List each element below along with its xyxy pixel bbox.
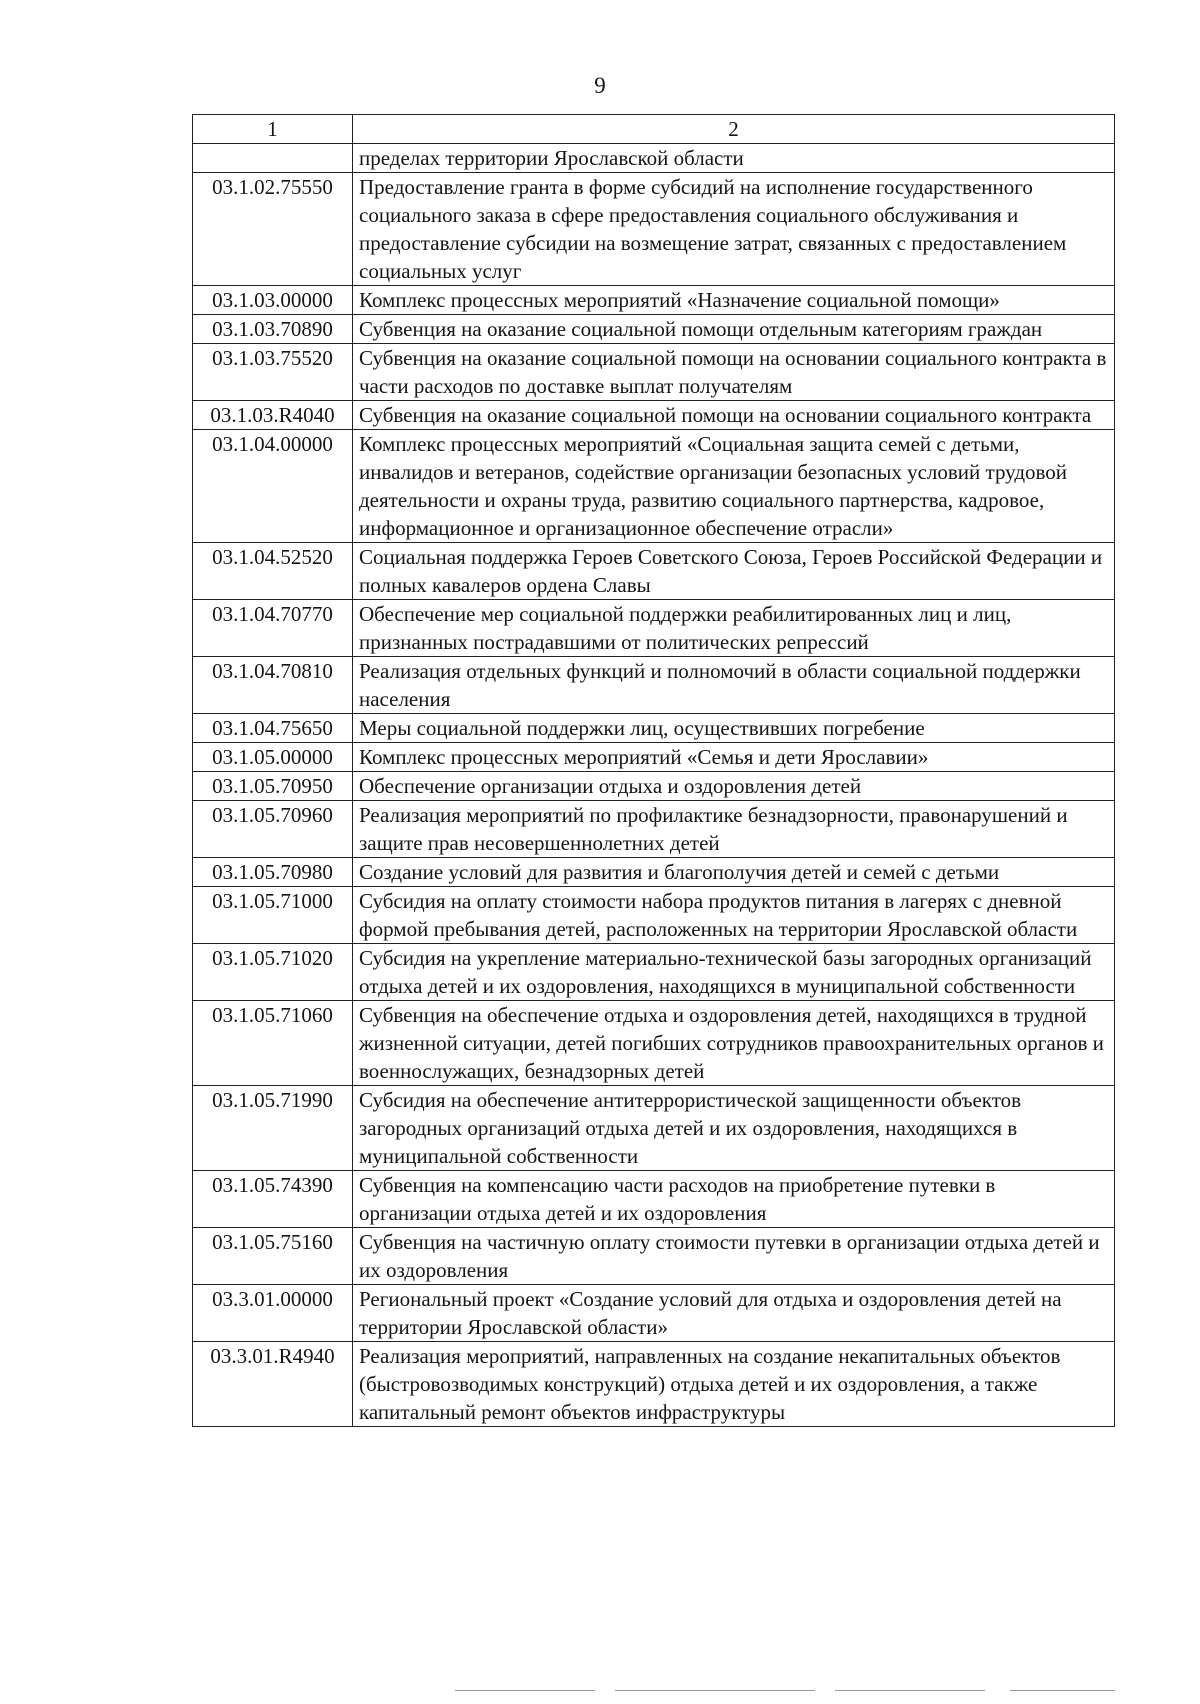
- row-description-cell: Субвенция на оказание социальной помощи отдельным категориям граждан: [353, 315, 1115, 344]
- row-code-cell: 03.1.05.70960: [193, 801, 353, 858]
- row-code-cell: 03.1.05.70980: [193, 858, 353, 887]
- row-description-cell: Комплекс процессных мероприятий «Семья и дети Ярославии»: [353, 743, 1115, 772]
- row-description-cell: Обеспечение организации отдыха и оздоровления детей: [353, 772, 1115, 801]
- row-code-cell: 03.1.02.75550: [193, 173, 353, 286]
- row-description-cell: Субвенция на обеспечение отдыха и оздоровления детей, находящихся в трудной жизненной ситуации, детей погибших сотрудников правоохранительных органов и военнослужащих, безнадзорных детей: [353, 1001, 1115, 1086]
- row-code-cell: 03.1.05.74390: [193, 1171, 353, 1228]
- budget-classification-table: [192, 114, 1115, 1427]
- row-code-cell: 03.1.03.70890: [193, 315, 353, 344]
- row-description-cell: Реализация мероприятий по профилактике безнадзорности, правонарушений и защите прав несовершеннолетних детей: [353, 801, 1115, 858]
- row-code-cell: 03.1.04.70770: [193, 600, 353, 657]
- table-row: [193, 344, 1115, 401]
- row-description-cell: Субвенция на оказание социальной помощи на основании социального контракта в части расходов по доставке выплат получателям: [353, 344, 1115, 401]
- page-bottom-rule: [455, 1690, 1115, 1692]
- row-description-cell: Социальная поддержка Героев Советского Союза, Героев Российской Федерации и полных кавалеров ордена Славы: [353, 543, 1115, 600]
- row-description-cell: Обеспечение мер социальной поддержки реабилитированных лиц и лиц, признанных пострадавшими от политических репрессий: [353, 600, 1115, 657]
- table-row: [193, 944, 1115, 1001]
- table-row: [193, 801, 1115, 858]
- table-header-row: [193, 115, 1115, 144]
- row-description-cell: Реализация отдельных функций и полномочий в области социальной поддержки населения: [353, 657, 1115, 714]
- row-description-cell: Создание условий для развития и благополучия детей и семей с детьми: [353, 858, 1115, 887]
- row-code-cell: 03.1.04.00000: [193, 430, 353, 543]
- row-code-cell: 03.1.03.75520: [193, 344, 353, 401]
- table-row: [193, 543, 1115, 600]
- table-row: [193, 1001, 1115, 1086]
- page-number: 9: [594, 73, 606, 98]
- row-description-cell: Субсидия на обеспечение антитеррористической защищенности объектов загородных организаций отдыха детей и их оздоровления, находящихся в муниципальной собственности: [353, 1086, 1115, 1171]
- row-description-cell: Комплекс процессных мероприятий «Назначение социальной помощи»: [353, 286, 1115, 315]
- row-description-cell: Меры социальной поддержки лиц, осуществивших погребение: [353, 714, 1115, 743]
- table-row: [193, 600, 1115, 657]
- row-description-cell: Субсидия на укрепление материально-технической базы загородных организаций отдыха детей и их оздоровления, находящихся в муниципальной собственности: [353, 944, 1115, 1001]
- row-code-cell: 03.1.05.75160: [193, 1228, 353, 1285]
- row-code-cell: 03.1.05.71000: [193, 887, 353, 944]
- table-row: [193, 286, 1115, 315]
- table-row: [193, 144, 1115, 173]
- table-row: [193, 430, 1115, 543]
- table-body: [193, 144, 1115, 1427]
- row-code-cell: [193, 144, 353, 173]
- table-row: [193, 1171, 1115, 1228]
- table-row: [193, 772, 1115, 801]
- row-code-cell: 03.1.04.70810: [193, 657, 353, 714]
- table-row: [193, 858, 1115, 887]
- row-code-cell: 03.1.04.52520: [193, 543, 353, 600]
- table-row: [193, 657, 1115, 714]
- column-header-code: 1: [193, 115, 353, 144]
- table-row: [193, 401, 1115, 430]
- row-code-cell: 03.1.03.00000: [193, 286, 353, 315]
- row-description-cell: Региональный проект «Создание условий для отдыха и оздоровления детей на территории Ярославской области»: [353, 1285, 1115, 1342]
- row-code-cell: 03.1.04.75650: [193, 714, 353, 743]
- table-row: [193, 173, 1115, 286]
- table-row: [193, 714, 1115, 743]
- table-row: [193, 1086, 1115, 1171]
- row-description-cell: Реализация мероприятий, направленных на создание некапитальных объектов (быстровозводимых конструкций) отдыха детей и их оздоровления, а также капитальный ремонт объектов инфраструктуры: [353, 1342, 1115, 1427]
- row-code-cell: 03.1.05.71060: [193, 1001, 353, 1086]
- column-header-description: 2: [353, 115, 1115, 144]
- row-code-cell: 03.1.05.70950: [193, 772, 353, 801]
- row-description-cell: пределах территории Ярославской области: [353, 144, 1115, 173]
- row-description-cell: Комплекс процессных мероприятий «Социальная защита семей с детьми, инвалидов и ветеранов, содействие организации безопасных условий трудовой деятельности и охраны труда, развитию социального партнерства, кадровое, информационное и организационное обеспечение отрасли»: [353, 430, 1115, 543]
- row-description-cell: Субсидия на оплату стоимости набора продуктов питания в лагерях с дневной формой пребывания детей, расположенных на территории Ярославской области: [353, 887, 1115, 944]
- row-code-cell: 03.1.03.R4040: [193, 401, 353, 430]
- row-code-cell: 03.1.05.71020: [193, 944, 353, 1001]
- row-description-cell: Субвенция на частичную оплату стоимости путевки в организации отдыха детей и их оздоровления: [353, 1228, 1115, 1285]
- table-row: [193, 315, 1115, 344]
- row-description-cell: Субвенция на компенсацию части расходов на приобретение путевки в организации отдыха детей и их оздоровления: [353, 1171, 1115, 1228]
- row-code-cell: 03.1.05.00000: [193, 743, 353, 772]
- table-row: [193, 887, 1115, 944]
- table-row: [193, 743, 1115, 772]
- row-description-cell: Предоставление гранта в форме субсидий на исполнение государственного социального заказа в сфере предоставления социального обслуживания и предоставление субсидии на возмещение затрат, связанных с предоставлением социальных услуг: [353, 173, 1115, 286]
- table-row: [193, 1285, 1115, 1342]
- row-code-cell: 03.3.01.00000: [193, 1285, 353, 1342]
- table-row: [193, 1228, 1115, 1285]
- table-row: [193, 1342, 1115, 1427]
- row-code-cell: 03.1.05.71990: [193, 1086, 353, 1171]
- row-description-cell: Субвенция на оказание социальной помощи на основании социального контракта: [353, 401, 1115, 430]
- row-code-cell: 03.3.01.R4940: [193, 1342, 353, 1427]
